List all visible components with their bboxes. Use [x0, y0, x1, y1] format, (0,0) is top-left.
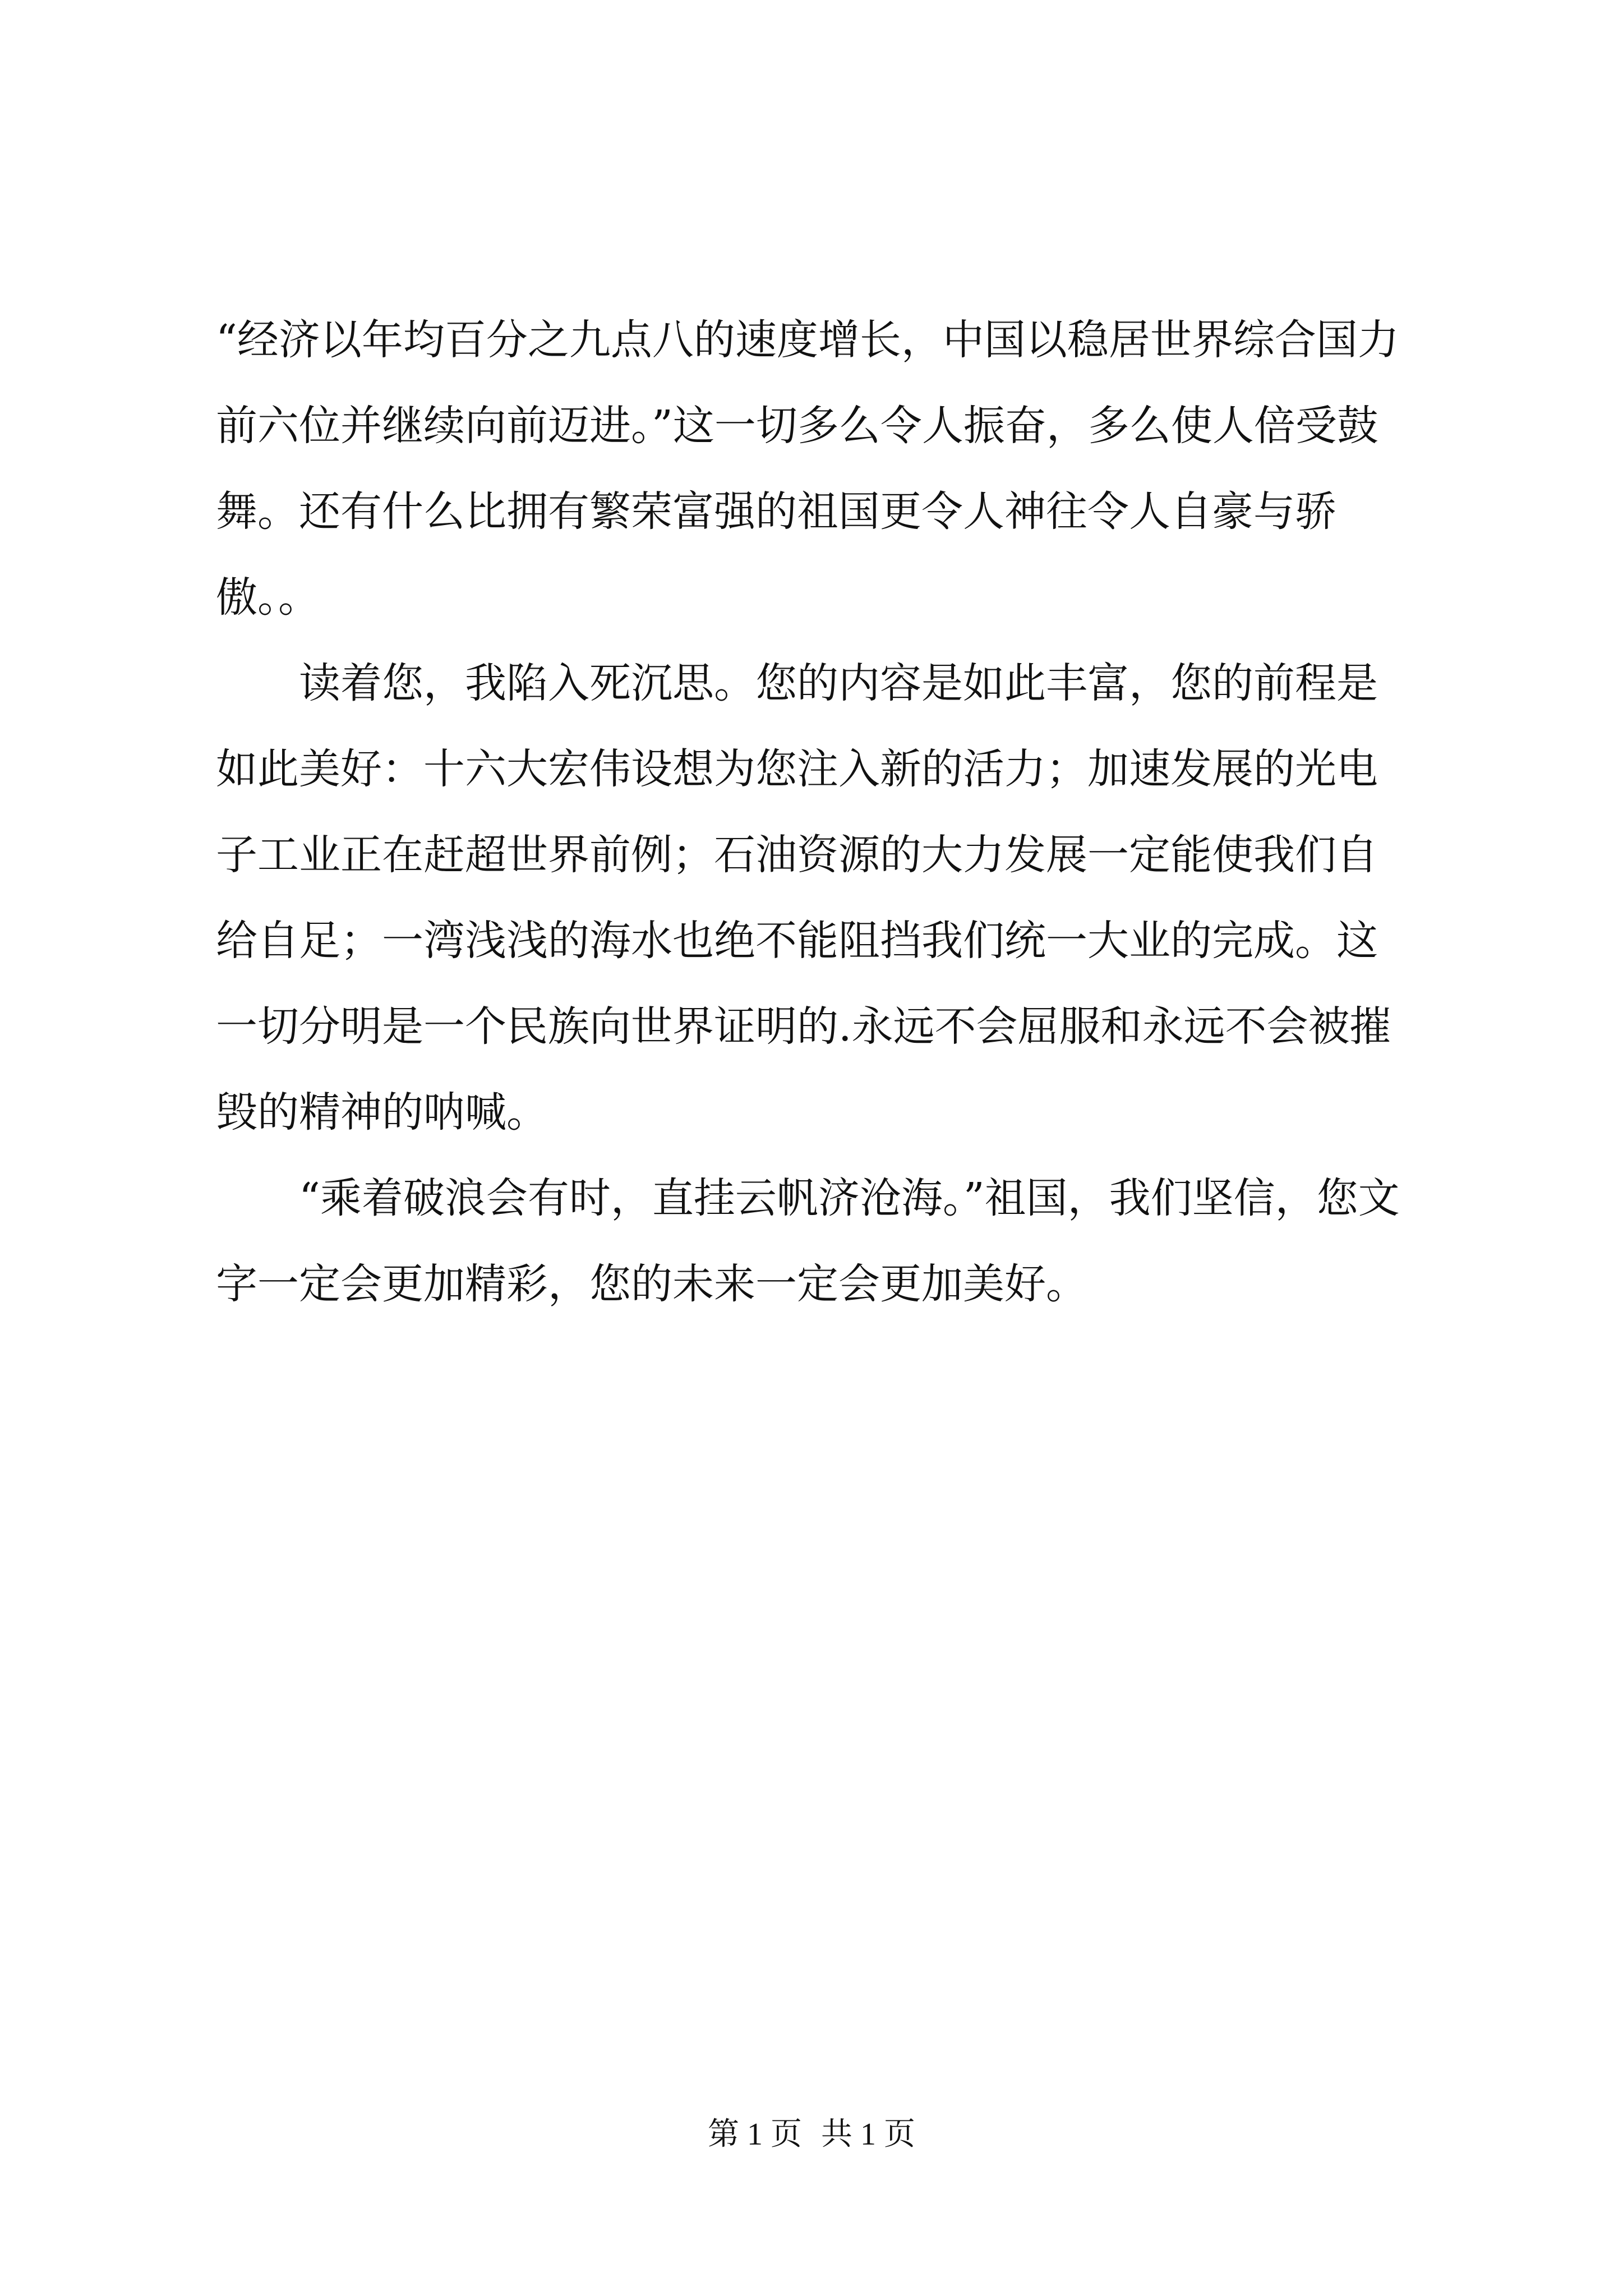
page-number: 第 1 页 [708, 2117, 802, 2152]
paragraph-2: 读着您，我陷入死沉思。您的内容是如此丰富，您的前程是如此美好：十六大宏伟设想为您注入新的活力；加速发展的光电子工业正在赶超世界前例；石油资源的大力发展一定能使我们自给自足；一湾浅浅的海水也绝不能阻挡我们统一大业的完成。这一切分明是一个民族向世界证明的.永远不会屈服和永远不会被摧毁的精神的呐喊。 [216, 659, 1391, 1137]
page-footer [0, 2109, 1623, 2154]
page-total: 共 1 页 [821, 2117, 915, 2152]
paragraph-1: “经济以年均百分之九点八的速度增长，中国以稳居世界综合国力前六位并继续向前迈进。”这一切多么令人振奋，多么使人倍受鼓舞。还有什么比拥有繁荣富强的祖国更令人神往令人自豪与骄傲。。 [216, 316, 1399, 622]
paragraph-3: “乘着破浪会有时，直挂云帆济沧海。”祖国，我们坚信，您文字一定会更加精彩，您的未来一定会更加美好。 [216, 1174, 1400, 1308]
document-body [216, 297, 1416, 1327]
